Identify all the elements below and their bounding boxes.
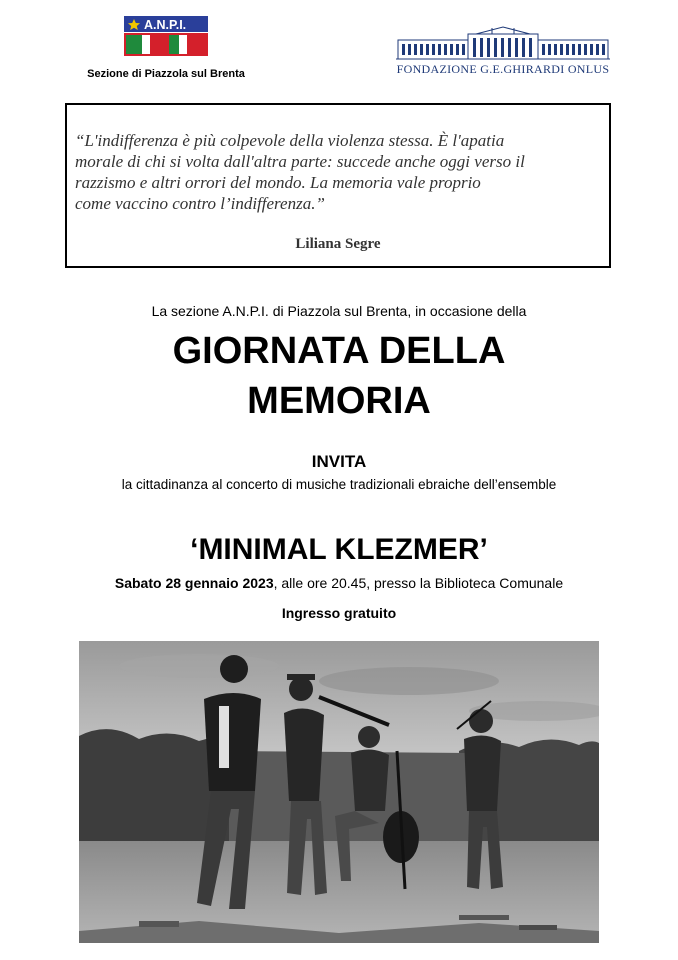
anpi-logo — [124, 16, 208, 56]
svg-text:A.N.P.I.: A.N.P.I. — [144, 18, 187, 32]
foundation-name: FONDAZIONE G.E.GHIRARDI ONLUS — [396, 62, 610, 76]
quote-line: morale di chi si volta dall'altra parte: succede anche oggi verso il — [75, 152, 525, 171]
ensemble-photo — [79, 641, 599, 943]
italian-flag-icon — [124, 33, 208, 56]
quote-text — [75, 130, 605, 214]
anpi-section-name: Sezione di Piazzola sul Brenta — [87, 68, 245, 80]
villa-logo-icon — [396, 26, 610, 60]
event-details — [0, 575, 678, 591]
event-title — [0, 326, 678, 426]
invita-heading: INVITA — [311, 452, 367, 471]
event-title-line: GIORNATA DELLA — [172, 330, 506, 372]
quote-line: “L'indifferenza è più colpevole della violenza stessa. È l'apatia — [75, 131, 505, 150]
quote-author: Liliana Segre — [295, 236, 381, 252]
event-date: Sabato 28 gennaio 2023 — [114, 575, 274, 591]
quote-box — [65, 103, 611, 268]
quote-line: come vaccino contro l’indifferenza.” — [75, 194, 325, 213]
intro-text: La sezione A.N.P.I. di Piazzola sul Brenta, in occasione della — [151, 303, 527, 319]
admission-note: Ingresso gratuito — [281, 605, 397, 621]
quote-line: razzismo e altri orrori del mondo. La memoria vale proprio — [75, 173, 481, 192]
event-title-line: MEMORIA — [247, 380, 431, 422]
event-time-location: , alle ore 20.45, presso la Biblioteca Comunale — [273, 575, 564, 591]
invite-text: la cittadinanza al concerto di musiche tradizionali ebraiche dell’ensemble — [121, 477, 557, 492]
ensemble-name: ‘MINIMAL KLEZMER’ — [190, 533, 488, 566]
